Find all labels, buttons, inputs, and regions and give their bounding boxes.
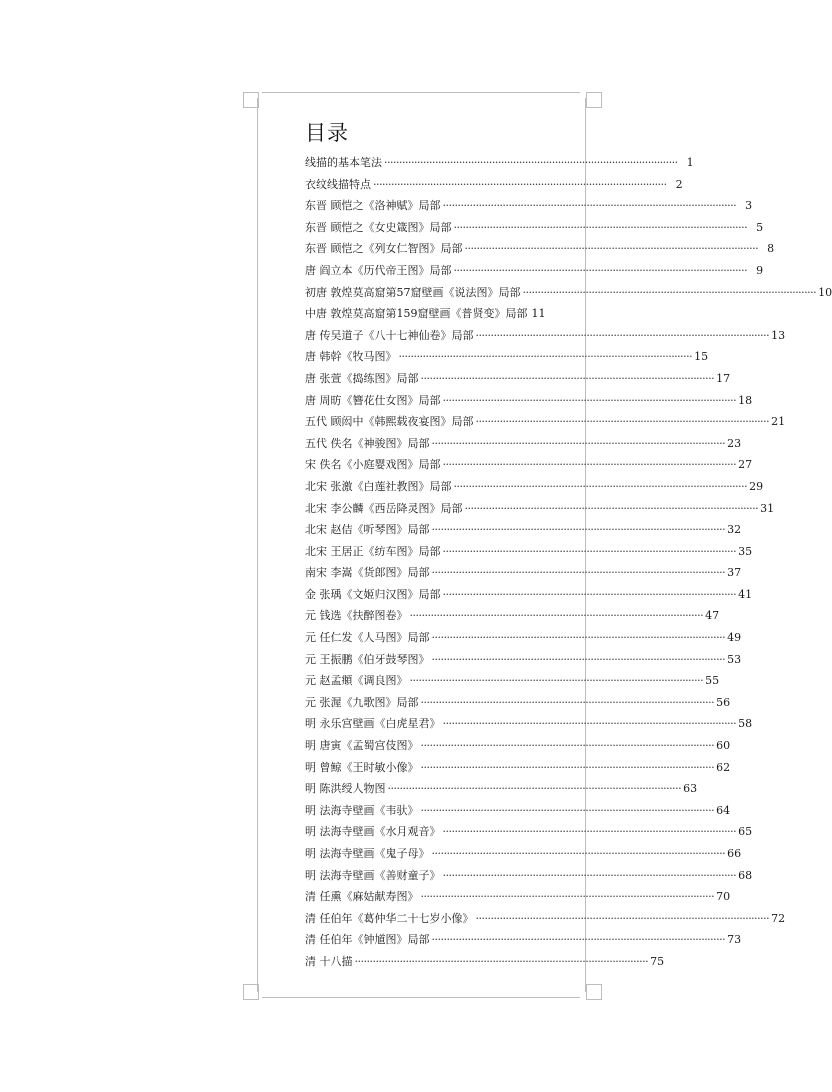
toc-entry[interactable] (305, 694, 731, 716)
toc-entry-page: 68 (738, 868, 753, 882)
toc-entry-title: 北宋 赵佶《听琴图》局部 (305, 523, 430, 537)
toc-entry[interactable] (305, 478, 764, 500)
toc-leader-dots (443, 545, 737, 558)
toc-leader-dots (432, 631, 726, 644)
toc-entry-page: 47 (705, 609, 720, 623)
toc-entry-page: 37 (727, 566, 742, 580)
toc-entry[interactable] (305, 392, 753, 414)
toc-entry-page: 53 (727, 652, 742, 666)
toc-entry-page: 58 (738, 717, 753, 731)
toc-leader-dots (421, 804, 715, 817)
toc-entry-title: 唐 张萱《捣练图》局部 (305, 371, 419, 385)
frame-top-line (262, 92, 580, 93)
toc-entry-page: 63 (683, 782, 698, 796)
toc-entry-title: 明 唐寅《孟蜀宫伎图》 (305, 739, 419, 753)
toc-entry-title: 初唐 敦煌莫高窟第57窟壁画《说法图》局部 (305, 285, 521, 299)
toc-entry-title: 明 曾鲸《王时敏小像》 (305, 760, 419, 774)
toc-entry-page: 21 (771, 415, 786, 429)
toc-entry-page: 13 (771, 328, 786, 342)
toc-entry[interactable] (305, 931, 742, 953)
toc-entry[interactable] (305, 500, 775, 522)
toc-entry-page: 17 (716, 371, 731, 385)
toc-entry-page: 10 (818, 285, 832, 299)
toc-entry[interactable] (305, 802, 731, 824)
toc-leader-dots (476, 415, 770, 428)
toc-leader-dots (388, 782, 682, 795)
toc-entry[interactable] (305, 953, 665, 975)
toc-entry-page: 23 (727, 436, 742, 450)
toc-entry-page: 56 (716, 695, 731, 709)
toc-leader-dots (465, 242, 759, 255)
toc-entry[interactable] (305, 564, 742, 586)
toc-entry-title: 元 张渥《九歌图》局部 (305, 695, 419, 709)
toc-entry-page: 31 (760, 501, 775, 515)
toc-entry[interactable] (305, 845, 742, 867)
toc-leader-dots (454, 480, 748, 493)
toc-entry[interactable] (305, 176, 683, 198)
toc-leader-dots (421, 761, 715, 774)
toc-entry-title: 清 任伯年《葛仲华二十七岁小像》 (305, 911, 474, 925)
toc-entry[interactable] (305, 780, 698, 802)
toc-entry-page: 29 (749, 479, 764, 493)
toc-entry-title: 清 任伯年《钟馗图》局部 (305, 933, 430, 947)
table-of-contents (305, 154, 832, 975)
toc-entry[interactable] (305, 521, 742, 543)
toc-entry-title: 五代 佚名《神骏图》局部 (305, 436, 430, 450)
toc-entry-page: 3 (745, 199, 753, 213)
toc-entry[interactable] (305, 327, 786, 349)
toc-entry-title: 北宋 王居正《纺车图》局部 (305, 544, 441, 558)
toc-entry-title: 明 陈洪绶人物图 (305, 782, 386, 796)
toc-leader-dots (421, 890, 715, 903)
frame-left-line (257, 98, 258, 992)
toc-entry-title: 东晋 顾恺之《列女仁智图》局部 (305, 242, 463, 256)
toc-entry[interactable] (305, 284, 832, 306)
toc-leader-dots (476, 329, 770, 342)
toc-entry[interactable] (305, 607, 720, 629)
toc-entry-title: 东晋 顾恺之《洛神赋》局部 (305, 199, 441, 213)
toc-entry-title: 清 任熏《麻姑献寿图》 (305, 890, 419, 904)
toc-entry-title: 唐 阎立本《历代帝王图》局部 (305, 263, 452, 277)
toc-entry[interactable] (305, 197, 753, 219)
toc-entry-page: 11 (531, 307, 546, 321)
toc-leader-dots (443, 717, 737, 730)
toc-leader-dots (443, 825, 737, 838)
toc-entry-title: 中唐 敦煌莫高窟第159窟壁画《普贤变》局部 (305, 307, 528, 321)
frame-corner-bottom-right (586, 984, 602, 1000)
toc-entry[interactable] (305, 737, 731, 759)
toc-leader-dots (432, 437, 726, 450)
toc-leader-dots (476, 912, 770, 925)
toc-entry-page: 41 (738, 587, 753, 601)
toc-entry[interactable] (305, 759, 731, 781)
toc-entry-page: 73 (727, 933, 742, 947)
frame-bottom-line (262, 997, 580, 998)
toc-leader-dots (432, 566, 726, 579)
toc-entry[interactable] (305, 370, 731, 392)
toc-leader-dots (410, 674, 704, 687)
toc-entry-title: 唐 周昉《簪花仕女图》局部 (305, 393, 441, 407)
toc-entry[interactable] (305, 910, 786, 932)
frame-corner-bottom-left (243, 984, 259, 1000)
toc-leader-dots (432, 653, 726, 666)
toc-entry-page: 75 (650, 954, 665, 968)
toc-entry-page: 64 (716, 803, 731, 817)
toc-entry-page: 27 (738, 458, 753, 472)
toc-entry-title: 南宋 李嵩《货郎图》局部 (305, 566, 430, 580)
toc-entry-page: 9 (756, 263, 764, 277)
toc-leader-dots (432, 523, 726, 536)
toc-entry-title: 北宋 李公麟《西岳降灵图》局部 (305, 501, 463, 515)
toc-leader-dots (421, 696, 715, 709)
toc-leader-dots (373, 178, 667, 191)
toc-entry-page: 15 (694, 350, 709, 364)
toc-entry[interactable] (305, 715, 753, 737)
toc-entry-page: 5 (756, 220, 764, 234)
toc-leader-dots (355, 955, 649, 968)
toc-entry[interactable] (305, 823, 753, 845)
toc-leader-dots (443, 199, 737, 212)
toc-entry-page: 49 (727, 631, 742, 645)
toc-entry[interactable] (305, 240, 775, 262)
toc-entry-page: 62 (716, 760, 731, 774)
toc-entry-page: 8 (767, 242, 775, 256)
toc-entry[interactable] (305, 888, 731, 910)
toc-entry-title: 清 十八描 (305, 954, 353, 968)
toc-entry-title: 元 赵孟頫《调良图》 (305, 674, 408, 688)
toc-entry-page: 32 (727, 523, 742, 537)
toc-entry[interactable] (305, 413, 786, 435)
frame-corner-top-left (243, 92, 259, 108)
toc-entry-page: 35 (738, 544, 753, 558)
toc-entry-page: 72 (771, 911, 786, 925)
toc-leader-dots (443, 458, 737, 471)
toc-entry-title: 衣纹线描特点 (305, 177, 371, 191)
toc-entry-page: 2 (675, 177, 683, 191)
toc-entry-title: 唐 韩幹《牧马图》 (305, 350, 397, 364)
toc-entry[interactable] (305, 543, 753, 565)
toc-entry-title: 明 法海寺壁画《善财童子》 (305, 868, 441, 882)
toc-entry-title: 金 张瑀《文姬归汉图》局部 (305, 587, 441, 601)
toc-entry-page: 1 (686, 156, 694, 169)
toc-entry-page: 66 (727, 847, 742, 860)
toc-leader-dots (523, 286, 817, 299)
toc-leader-dots (465, 502, 759, 515)
toc-leader-dots (454, 221, 748, 234)
toc-entry-page: 60 (716, 739, 731, 753)
toc-leader-dots (443, 394, 737, 407)
toc-entry-title: 元 王振鹏《伯牙鼓琴图》 (305, 652, 430, 666)
toc-entry-title: 明 法海寺壁画《水月观音》 (305, 825, 441, 839)
toc-entry-title: 明 永乐宫壁画《白虎星君》 (305, 717, 441, 731)
toc-entry-page: 70 (716, 890, 731, 904)
toc-entry-title: 北宋 张激《白莲社教图》局部 (305, 479, 452, 493)
toc-entry-title: 宋 佚名《小庭婴戏图》局部 (305, 458, 441, 472)
page-title: 目录 (305, 121, 349, 145)
toc-leader-dots (432, 933, 726, 946)
toc-entry[interactable] (305, 435, 742, 457)
toc-entry[interactable] (305, 651, 742, 673)
toc-leader-dots (421, 372, 715, 385)
toc-entry-title: 线描的基本笔法 (305, 156, 382, 169)
toc-entry[interactable] (305, 456, 753, 478)
toc-entry[interactable] (305, 262, 764, 284)
toc-leader-dots (399, 350, 693, 363)
toc-leader-dots (410, 609, 704, 622)
toc-entry-title: 五代 顾闳中《韩熙载夜宴图》局部 (305, 415, 474, 429)
toc-entry-title: 元 钱选《扶醉图卷》 (305, 609, 408, 623)
toc-leader-dots (421, 739, 715, 752)
toc-leader-dots (432, 847, 726, 860)
toc-leader-dots (384, 156, 678, 169)
toc-entry-page: 65 (738, 825, 753, 839)
toc-leader-dots (443, 869, 737, 882)
toc-entry[interactable] (305, 348, 709, 370)
toc-entry[interactable] (305, 672, 720, 694)
toc-entry-title: 明 法海寺壁画《鬼子母》 (305, 847, 430, 860)
toc-entry[interactable] (305, 867, 753, 889)
frame-corner-top-right (586, 92, 602, 108)
toc-entry[interactable] (305, 305, 546, 327)
toc-entry-title: 明 法海寺壁画《韦驮》 (305, 803, 419, 817)
toc-leader-dots (443, 588, 737, 601)
toc-entry-title: 元 任仁发《人马图》局部 (305, 631, 430, 645)
toc-entry-title: 唐 传吴道子《八十七神仙卷》局部 (305, 328, 474, 342)
toc-leader-dots (454, 264, 748, 277)
toc-entry-page: 55 (705, 674, 720, 688)
toc-entry[interactable] (305, 219, 764, 241)
toc-entry[interactable] (305, 154, 694, 176)
toc-entry[interactable] (305, 586, 753, 608)
toc-entry[interactable] (305, 629, 742, 651)
toc-entry-title: 东晋 顾恺之《女史箴图》局部 (305, 220, 452, 234)
toc-entry-page: 18 (738, 393, 753, 407)
